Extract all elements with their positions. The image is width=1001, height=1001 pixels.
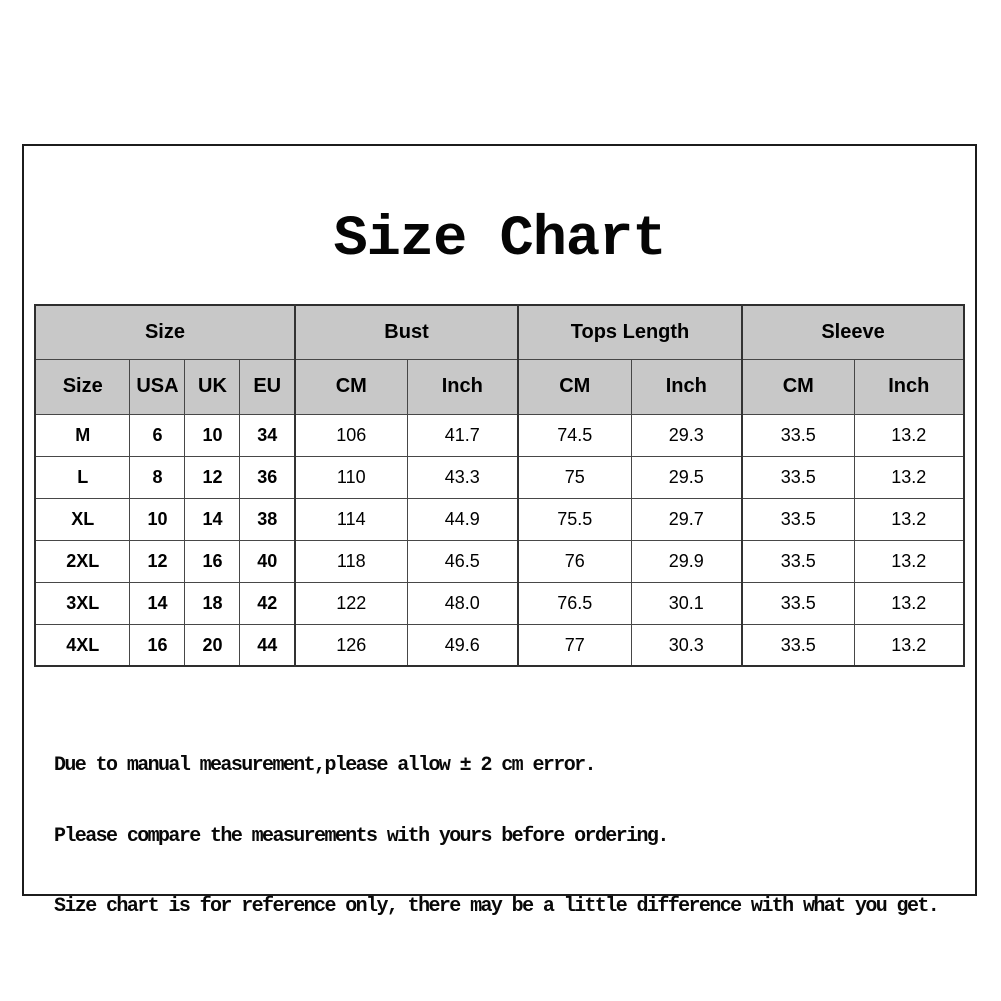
- table-cell: 18: [185, 582, 240, 624]
- size-table-body: [35, 414, 964, 666]
- page-title: Size Chart: [333, 208, 666, 272]
- table-cell: 13.2: [854, 540, 964, 582]
- table-cell: 76: [518, 540, 631, 582]
- table-cell: 75: [518, 456, 631, 498]
- table-cell: 20: [185, 624, 240, 666]
- table-cell: 4XL: [35, 624, 130, 666]
- table-row-m: [35, 414, 964, 456]
- table-cell: 29.3: [631, 414, 742, 456]
- table-row-l: [35, 456, 964, 498]
- table-cell: 44: [240, 624, 295, 666]
- table-cell: L: [35, 456, 130, 498]
- table-cell: 8: [130, 456, 185, 498]
- table-cell: 13.2: [854, 582, 964, 624]
- table-cell: 48.0: [407, 582, 518, 624]
- group-header-size: Size: [35, 305, 295, 359]
- table-cell: 12: [130, 540, 185, 582]
- table-cell: 29.9: [631, 540, 742, 582]
- table-cell: 40: [240, 540, 295, 582]
- size-table-head: [35, 305, 964, 414]
- sub-header-3-eu: EU: [240, 359, 295, 414]
- table-cell: 13.2: [854, 456, 964, 498]
- sub-header-4-cm: CM: [295, 359, 407, 414]
- table-cell: 12: [185, 456, 240, 498]
- table-cell: 106: [295, 414, 407, 456]
- table-cell: 49.6: [407, 624, 518, 666]
- table-row-4xl: [35, 624, 964, 666]
- table-cell: 2XL: [35, 540, 130, 582]
- size-chart-frame: [22, 144, 977, 919]
- table-cell: 13.2: [854, 624, 964, 666]
- table-cell: 110: [295, 456, 407, 498]
- table-cell: 43.3: [407, 456, 518, 498]
- table-cell: 10: [130, 498, 185, 540]
- table-cell: 33.5: [742, 624, 854, 666]
- table-row-3xl: [35, 582, 964, 624]
- table-cell: 16: [185, 540, 240, 582]
- notes-block: [54, 707, 975, 966]
- table-cell: 10: [185, 414, 240, 456]
- table-cell: 38: [240, 498, 295, 540]
- table-cell: 14: [185, 498, 240, 540]
- note-line-reference-only: Size chart is for reference only, there may be a little difference with what you get.: [54, 895, 939, 919]
- table-cell: 46.5: [407, 540, 518, 582]
- table-cell: 44.9: [407, 498, 518, 540]
- note-line-compare-measurements: Please compare the measurements with yours before ordering.: [54, 824, 668, 848]
- table-cell: 77: [518, 624, 631, 666]
- table-cell: 126: [295, 624, 407, 666]
- table-cell: 29.7: [631, 498, 742, 540]
- table-cell: 118: [295, 540, 407, 582]
- table-cell: 42: [240, 582, 295, 624]
- size-table: [34, 304, 965, 667]
- table-cell: 41.7: [407, 414, 518, 456]
- sub-header-8-cm: CM: [742, 359, 854, 414]
- table-cell: 33.5: [742, 414, 854, 456]
- group-header-tops-length: Tops Length: [518, 305, 742, 359]
- sub-header-0-size: Size: [35, 359, 130, 414]
- table-cell: 30.1: [631, 582, 742, 624]
- table-cell: 33.5: [742, 540, 854, 582]
- group-header-bust: Bust: [295, 305, 518, 359]
- table-cell: 74.5: [518, 414, 631, 456]
- table-cell: 122: [295, 582, 407, 624]
- table-cell: 36: [240, 456, 295, 498]
- table-cell: XL: [35, 498, 130, 540]
- table-row-xl: [35, 498, 964, 540]
- sub-header-1-usa: USA: [130, 359, 185, 414]
- sub-header-5-inch: Inch: [407, 359, 518, 414]
- table-cell: 34: [240, 414, 295, 456]
- table-cell: 6: [130, 414, 185, 456]
- group-header-sleeve: Sleeve: [742, 305, 964, 359]
- table-cell: 14: [130, 582, 185, 624]
- table-cell: 29.5: [631, 456, 742, 498]
- group-header-row: [35, 305, 964, 359]
- table-cell: 16: [130, 624, 185, 666]
- sub-header-2-uk: UK: [185, 359, 240, 414]
- table-cell: 30.3: [631, 624, 742, 666]
- table-cell: 13.2: [854, 414, 964, 456]
- table-cell: 76.5: [518, 582, 631, 624]
- sub-header-9-inch: Inch: [854, 359, 964, 414]
- sub-header-row: [35, 359, 964, 414]
- table-cell: 33.5: [742, 498, 854, 540]
- table-cell: 114: [295, 498, 407, 540]
- sub-header-6-cm: CM: [518, 359, 631, 414]
- table-cell: 75.5: [518, 498, 631, 540]
- table-cell: 3XL: [35, 582, 130, 624]
- table-cell: 13.2: [854, 498, 964, 540]
- note-line-measurement-error: Due to manual measurement,please allow ± 2 cm error.: [54, 754, 595, 778]
- sub-header-7-inch: Inch: [631, 359, 742, 414]
- table-cell: 33.5: [742, 456, 854, 498]
- table-cell: M: [35, 414, 130, 456]
- table-row-2xl: [35, 540, 964, 582]
- table-cell: 33.5: [742, 582, 854, 624]
